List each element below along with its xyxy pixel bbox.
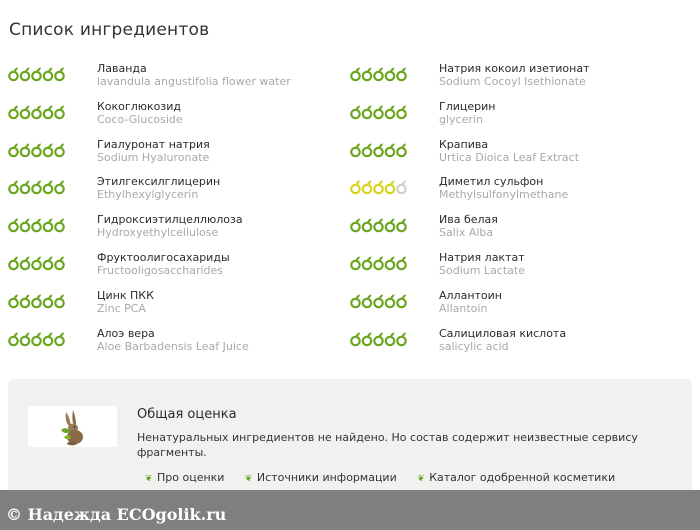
ingredient-rating — [8, 142, 68, 158]
ingredient-name-latin: Ethylhexylglycerin — [97, 188, 199, 202]
ingredient-row[interactable] — [8, 287, 348, 325]
page-title: Список ингредиентов — [9, 20, 210, 40]
ingredient-name-ru[interactable]: Этилгексилглицерин — [97, 175, 221, 189]
rating-leaf-icon — [44, 143, 53, 156]
ingredient-rating — [8, 179, 68, 195]
ingredient-name-ru[interactable]: Гидроксиэтилцеллюлоза — [97, 213, 243, 227]
leaf-icon: ❦ — [244, 474, 253, 484]
link-approved-catalog[interactable] — [417, 471, 615, 484]
ingredient-name-latin: Zinc PCA — [97, 301, 146, 315]
ingredient-name-ru[interactable]: Алоэ вера — [97, 326, 155, 340]
ingredient-name-latin: salicylic acid — [439, 339, 509, 353]
rating-leaf-icon — [374, 143, 383, 156]
rating-leaf-icon — [9, 294, 18, 307]
rating-leaf-icon — [55, 68, 64, 81]
rating-leaf-icon — [44, 294, 53, 307]
ingredient-name-ru[interactable]: Лаванда — [97, 62, 147, 75]
rating-leaf-icon — [374, 68, 383, 81]
ingredient-row[interactable] — [8, 249, 348, 287]
rating-leaf-icon — [21, 256, 30, 269]
rating-leaf-icon — [386, 105, 395, 118]
ingredient-names — [97, 213, 243, 239]
ingredient-row[interactable] — [350, 211, 690, 249]
rating-leaf-icon — [44, 332, 53, 345]
rating-leaf-icon — [374, 219, 383, 232]
ingredient-names — [439, 289, 502, 315]
ingredient-row[interactable] — [350, 325, 690, 363]
rating-leaf-icon — [21, 294, 30, 307]
rating-leaf-icon — [44, 219, 53, 232]
ingredient-rating — [350, 217, 410, 233]
link-about-ratings[interactable] — [145, 471, 224, 484]
ingredient-names — [97, 175, 220, 201]
rating-leaf-icon — [32, 332, 41, 345]
ingredient-rating — [8, 104, 68, 120]
ingredient-rating — [8, 66, 68, 82]
ingredient-rating — [350, 331, 410, 347]
ingredient-column-right — [350, 60, 690, 362]
ingredient-name-latin: Sodium Hyaluronate — [97, 150, 210, 164]
rating-leaf-icon — [9, 181, 18, 194]
rating-leaf-icon — [21, 105, 30, 118]
ingredient-names — [439, 251, 525, 277]
rating-leaf-icon — [363, 181, 372, 194]
rating-leaf-icon — [386, 219, 395, 232]
rating-leaf-icon — [9, 105, 18, 118]
rating-leaf-icon — [374, 294, 383, 307]
summary-logo — [28, 406, 117, 447]
rating-leaf-icon — [386, 332, 395, 345]
rating-leaf-icon — [386, 181, 395, 194]
ingredient-name-latin: Coco-Glucoside — [97, 112, 183, 126]
ingredient-row[interactable] — [8, 211, 348, 249]
rating-leaf-icon — [55, 105, 64, 118]
leaf-icon: ❦ — [145, 474, 153, 484]
link-sources[interactable] — [245, 471, 397, 484]
rating-leaf-icon — [397, 294, 406, 307]
rating-leaf-icon — [363, 332, 372, 345]
ingredient-name-latin: Allantoin — [439, 301, 488, 315]
rating-leaf-icon — [397, 143, 406, 156]
ingredient-name-ru[interactable]: Натрия кокоил изетионат — [439, 62, 590, 75]
ingredient-name-ru[interactable]: Кокоглюкозид — [97, 99, 181, 113]
ingredient-name-latin: Methylsulfonylmethane — [439, 188, 569, 202]
rating-leaf-icon — [55, 181, 64, 194]
rating-leaf-icon — [44, 181, 53, 194]
rating-leaf-icon — [32, 181, 41, 194]
rating-leaf-icon — [374, 105, 383, 118]
rating-leaf-icon — [44, 68, 53, 81]
watermark-text: © Надежда ECOgolik.ru — [6, 505, 227, 524]
ingredient-row[interactable] — [8, 173, 348, 211]
ingredient-name-ru[interactable]: Цинк ПКК — [97, 288, 154, 302]
rating-leaf-icon — [9, 68, 18, 81]
ingredient-names — [97, 251, 230, 277]
rating-leaf-icon — [32, 219, 41, 232]
rating-leaf-icon — [9, 143, 18, 156]
rating-leaf-icon — [44, 105, 53, 118]
ingredient-name-latin: Aloe Barbadensis Leaf Juice — [97, 339, 249, 353]
ingredient-name-latin: Sodium Lactate — [439, 263, 525, 277]
rating-leaf-icon — [397, 181, 406, 194]
ingredient-row[interactable] — [8, 136, 348, 174]
ingredient-names — [439, 138, 579, 164]
ingredient-row[interactable] — [8, 60, 348, 98]
ingredient-rating — [350, 293, 410, 309]
ingredient-row[interactable] — [350, 98, 690, 136]
rating-leaf-icon — [32, 105, 41, 118]
rating-leaf-icon — [55, 143, 64, 156]
ingredient-name-ru[interactable]: Гиалуронат натрия — [97, 137, 210, 151]
rating-leaf-icon — [363, 219, 372, 232]
link-label: Каталог одобренной косметики — [429, 471, 616, 484]
ingredient-name-latin: Sodium Cocoyl Isethionate — [439, 75, 586, 88]
ingredient-row[interactable] — [350, 136, 690, 174]
ingredient-row[interactable] — [350, 173, 690, 211]
ingredient-names — [97, 100, 183, 126]
ingredient-name-ru[interactable]: Салициловая кислота — [439, 326, 567, 340]
ingredient-rating — [350, 255, 410, 271]
rating-leaf-icon — [363, 105, 372, 118]
rating-leaf-icon — [363, 143, 372, 156]
ingredient-name-ru[interactable]: Ива белая — [439, 213, 498, 227]
ingredient-name-ru[interactable]: Глицерин — [439, 99, 496, 113]
rating-leaf-icon — [386, 68, 395, 81]
ingredient-rating — [8, 293, 68, 309]
ingredient-names — [439, 175, 568, 201]
ingredient-names — [439, 62, 589, 88]
ingredient-rating — [8, 217, 68, 233]
rating-leaf-icon — [397, 219, 406, 232]
ingredient-row[interactable] — [8, 325, 348, 363]
rating-leaf-icon — [44, 256, 53, 269]
ingredient-rating — [8, 255, 68, 271]
rating-leaf-icon — [386, 256, 395, 269]
ingredient-names — [97, 138, 210, 164]
ingredient-row[interactable] — [350, 249, 690, 287]
rating-leaf-icon — [9, 219, 18, 232]
rating-leaf-icon — [32, 143, 41, 156]
ingredient-name-ru[interactable]: Аллантоин — [439, 288, 502, 302]
rating-leaf-icon — [21, 181, 30, 194]
ingredient-name-ru[interactable]: Фруктоолигосахариды — [97, 250, 230, 264]
rating-leaf-icon — [351, 294, 360, 307]
rating-leaf-icon — [21, 332, 30, 345]
rating-leaf-icon — [351, 256, 360, 269]
summary-text: Ненатуральных ингредиентов не найдено. Но состав содержит неизвестные сервису фрагменты. — [137, 431, 638, 459]
ingredient-name-ru[interactable]: Диметил сульфон — [439, 175, 544, 189]
ingredient-names — [97, 62, 291, 88]
rating-leaf-icon — [32, 256, 41, 269]
ingredient-row[interactable] — [8, 98, 348, 136]
rating-leaf-icon — [55, 256, 64, 269]
ingredient-names — [439, 213, 498, 239]
rating-leaf-icon — [363, 68, 372, 81]
rating-leaf-icon — [21, 68, 30, 81]
rating-leaf-icon — [351, 219, 360, 232]
rating-leaf-icon — [363, 256, 372, 269]
hare-icon — [28, 406, 117, 447]
rating-leaf-icon — [386, 143, 395, 156]
rating-leaf-icon — [351, 332, 360, 345]
rating-leaf-icon — [351, 68, 360, 81]
ingredient-name-latin: Fructooligosaccharides — [97, 263, 224, 277]
ingredient-name-latin: Hydroxyethylcellulose — [97, 226, 219, 240]
ingredient-name-latin: lavandula angustifolia flower water — [97, 75, 291, 88]
ingredient-names — [97, 327, 249, 353]
ingredient-row[interactable] — [350, 60, 690, 98]
rating-leaf-icon — [55, 219, 64, 232]
rating-leaf-icon — [397, 256, 406, 269]
ingredient-names — [439, 100, 495, 126]
summary-links — [145, 468, 631, 486]
ingredient-row[interactable] — [350, 287, 690, 325]
rating-leaf-icon — [397, 105, 406, 118]
ingredient-name-ru[interactable]: Крапива — [439, 137, 489, 151]
rating-leaf-icon — [374, 256, 383, 269]
rating-leaf-icon — [351, 105, 360, 118]
ingredient-name-ru[interactable]: Натрия лактат — [439, 250, 525, 264]
link-label: Источники информации — [256, 471, 397, 484]
ingredient-rating — [350, 104, 410, 120]
ingredient-rating — [350, 179, 410, 195]
ingredient-name-latin: glycerin — [439, 112, 483, 126]
rating-leaf-icon — [374, 181, 383, 194]
rating-leaf-icon — [351, 181, 360, 194]
ingredient-column-left — [8, 60, 348, 362]
ingredient-names — [97, 289, 154, 315]
ingredient-names — [439, 327, 566, 353]
ingredient-name-latin: Salix Alba — [439, 226, 494, 240]
rating-leaf-icon — [32, 68, 41, 81]
ingredient-rating — [8, 331, 68, 347]
summary-title: Общая оценка — [137, 407, 237, 422]
rating-leaf-icon — [55, 294, 64, 307]
rating-leaf-icon — [21, 219, 30, 232]
rating-leaf-icon — [21, 143, 30, 156]
rating-leaf-icon — [363, 294, 372, 307]
rating-leaf-icon — [9, 256, 18, 269]
leaf-icon: ❦ — [417, 474, 425, 484]
ingredient-list — [0, 60, 700, 360]
ingredient-name-latin: Urtica Dioica Leaf Extract — [439, 150, 580, 164]
rating-leaf-icon — [374, 332, 383, 345]
ingredient-rating — [350, 142, 410, 158]
rating-leaf-icon — [32, 294, 41, 307]
ingredient-rating — [350, 66, 410, 82]
rating-leaf-icon — [9, 332, 18, 345]
rating-leaf-icon — [351, 143, 360, 156]
rating-leaf-icon — [55, 332, 64, 345]
rating-leaf-icon — [397, 332, 406, 345]
rating-leaf-icon — [386, 294, 395, 307]
link-label: Про оценки — [157, 471, 225, 484]
rating-leaf-icon — [397, 68, 406, 81]
